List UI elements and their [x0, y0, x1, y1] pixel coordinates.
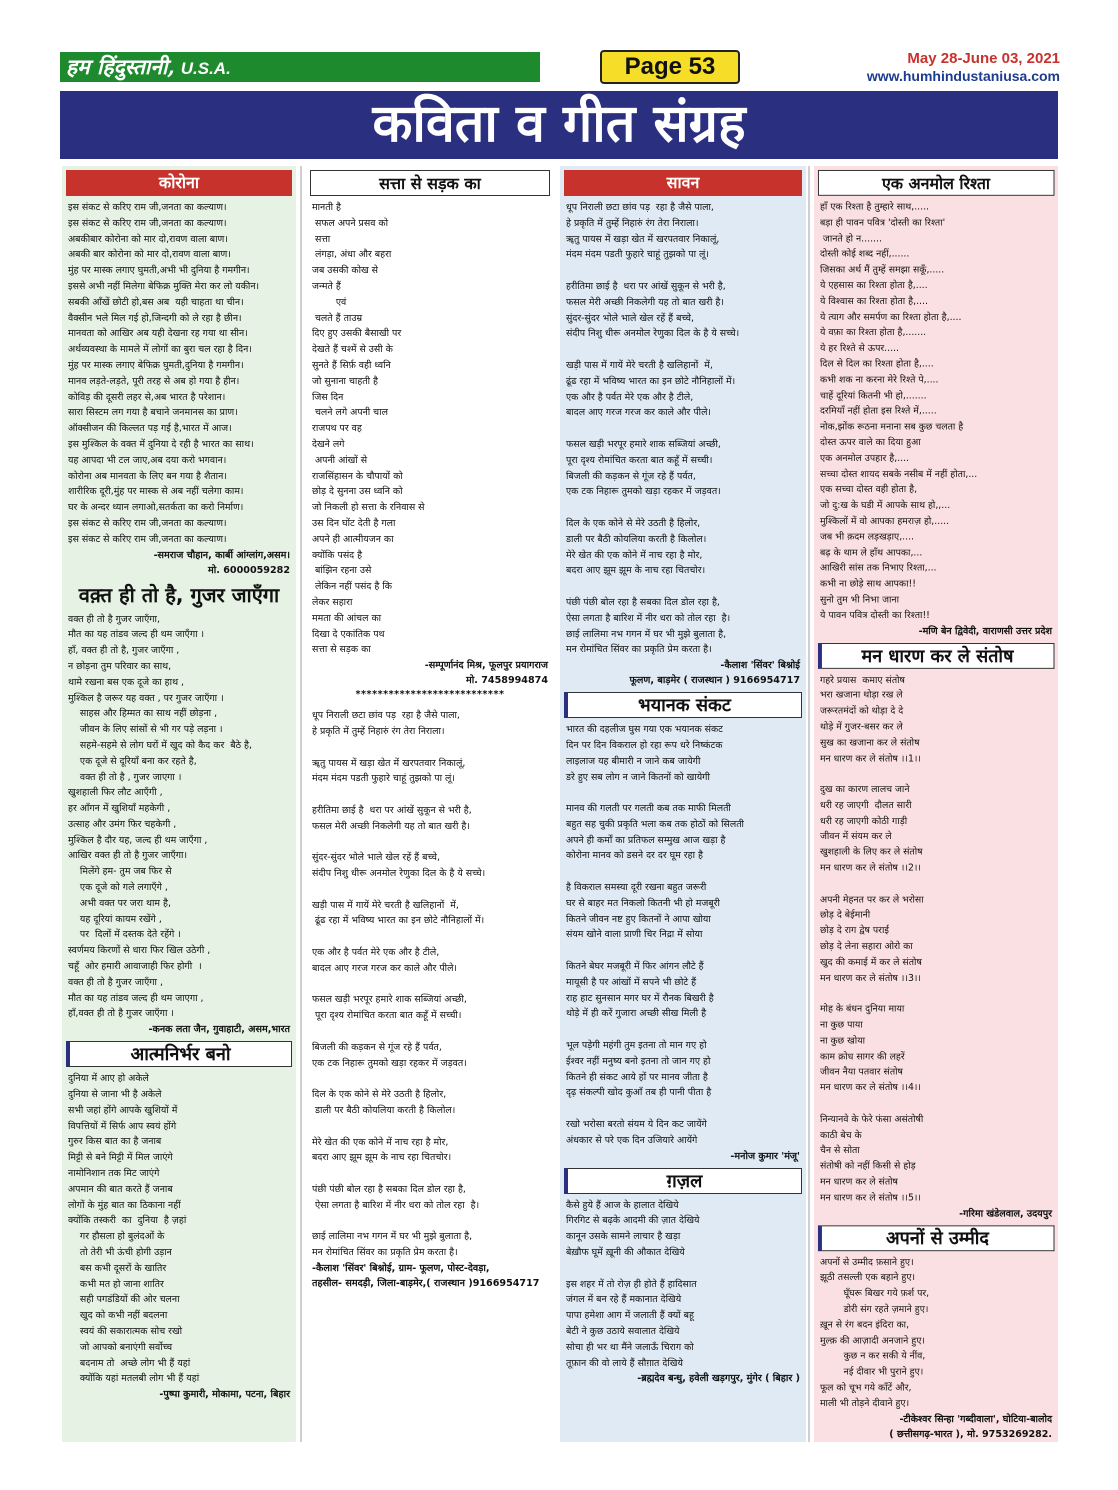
poem-credit: -पुष्पा कुमारी, मोकामा, पटना, बिहार	[159, 1389, 290, 1401]
brand-name: हम हिंदुस्तानी,	[66, 54, 175, 79]
poem-title: एक अनमोल रिश्ता	[818, 170, 1054, 196]
poem-title: कोरोना	[66, 170, 292, 196]
issue-date: May 28-June 03, 2021	[907, 50, 1060, 67]
separator-stars: ***************************	[355, 689, 505, 701]
poem-credit: -कैलाश 'सिंवर' बिश्नोई फूलण, बाड़मेर ( राजस्थान ) 9166954717	[629, 660, 800, 687]
poem-credit: -मणि बेन द्विवेदी, वाराणसी उत्तर प्रदेश	[918, 625, 1053, 637]
poem-text: मानती है सफल अपने प्रसव को सत्ता लंगड़ा, अंधा और बहरा जब उसकी कोख से जन्मते हैं एवं चलते हैं ताउम्र दिए हुए उसकी बैसाखी पर देखते हैं चश्में से उसी के सुनते हैं सिर्फ़ वही ध्वनि जो सुनाना चाहती है जिस दिन चलने लगे अपनी चाल राजपथ पर वह देखने लगे अपनी आंखों से राजसिंहासन के चौपायों को छोड़ दे सुनना उस ध्वनि को जो निकली हो सत्ता के रनिवास से उस दिन घोंट देती है गला अपने ही आत्मीयजन का क्योंकि पसंद है बांझिन रहना उसे लेकिन नहीं पसंद है कि लेकर सहारा ममता की आंचल का दिखा दे एकांतिक पथ सत्ता से सड़क का	[312, 202, 425, 656]
column-divider	[808, 166, 810, 1442]
poem-credit: -टीकेश्वर सिन्हा 'गब्दीवाला', घोटिया-बालोद ( छत्तीसगढ़-भारत ), मो. 9753269282.	[889, 1413, 1053, 1440]
column-2	[306, 166, 554, 1442]
poem-title: सत्ता से सड़क का	[310, 170, 550, 196]
poem-credit: -गरिमा खंडेलवाल, उदयपुर	[959, 1208, 1053, 1220]
poem-credit: -सम्पूर्णानंद मिश्र, फूलपुर प्रयागराज मो. 7458994874	[424, 660, 548, 687]
poem-title: भयानक संकट	[564, 692, 802, 718]
poem-text: भारत की दहलीज घुस गया एक भयानक संकट दिन पर दिन विकराल हो रहा रूप धरे निष्कंटक लाइलाज यह बीमारी न जाने कब जायेगी डरे हुए सब लोग न जाने कितनों को खायेगी मानव की गलती पर गलती कब तक माफी मिलती बहुत सह चुकी प्रकृति भला कब तक होठों को सिलती अपने ही कर्मों का प्रतिफल सम्मुख आज खड़ा है कोरोना मानव को डसने दर दर घूम रहा है है विकराल समस्या दूरी रखना बहुत जरूरी घर से बाहर मत निकलो कितनी भी हो मजबूरी कितने जीवन नष्ट हुए कितनों ने आपा खोया संयम खोने वाला प्राणी चिर निद्रा में सोया कितने बेघर मजबूरी में फिर आंगन लौटे हैं मायूसी है पर आंखों में सपने भी छोटे हैं राह हाट सुनसान मगर घर में रौनक बिखरी है थोड़े में ही करें गुजारा अच्छी सीख मिली है भूल पड़ेगी महंगी तुम इतना तो मान गए हो ईश्वर नहीं मनुष्य बनो इतना तो जान गए हो कितने ही संकट आये हों पर मानव जीता है दृढ़ संकल्पी खोद कुआँ तब ही पानी पीता है रखो भरोसा बरतो संयम ये दिन कट जायेंगे अंधकार से परे एक दिन उजियारे आयेंगे	[566, 724, 744, 1146]
poem-text: अपनों से उम्मीद फ़साने हुए। झूठी तसल्ली एक बहाने हुए। घूँघरू बिखर गये फ़र्श पर, डोरी संग रहते ज़माने हुए। ख़ून से रंग बदन इंदिरा का, मुल्क़ की आज़ादी अनजाने हुए। कुछ न कर सकी ये नींव, नई दीवार भी पुराने हुए। फूल को चूभ गये काँटें और, माली भी तोड़ने दीवाने हुए।	[819, 1256, 930, 1409]
poem-credit: -समराज चौहान, कार्बी आंग्लांग,असम। मो. 6000059282	[153, 549, 290, 576]
poem-title: मन धारण कर ले संतोष	[818, 643, 1054, 669]
poem-text: दुनिया में आए हो अकेले दुनिया से जाना भी है अकेले सभी जहां होंगे आपके खुशियों में विपत्तियों में सिर्फ आप स्वयं होंगे गुरुर किस बात का है जनाब मिट्टी से बने मिट्टी में मिल जाएंगे नामोनिशान तक मिट जाएंगे अपमान की बात करते हैं जनाब लोगों के मुंह बात का ठिकाना नहीं क्योंकि तस्करी का दुनिया है ज़हां गर हौसला हो बुलंदओं के तो तेरी भी ऊंची होगी उड़ान बस कभी दूसरों के खातिर कभी मत हो जाना शातिर सही पगडंडियों की ओर चलना खुद को कभी नहीं बदलना स्वयं की सकारात्मक सोच रखो जो आपको बनाएंगी सर्वोच्च बदनाम तो अच्छे लोग भी हैं यहां क्योंकि यहां मतलबी लोग भी हैं यहां	[68, 1073, 200, 1385]
poem-text: हाँ एक रिश्ता है तुम्हारे साथ,..... बड़ा ही पावन पवित्र 'दोस्ती का रिश्ता' जानते हो न....... दोस्ती कोई शब्द नहीं,...... जिसका अर्थ मैं तुम्हें समझा सकूँ,..... ये एहसास का रिश्ता होता है,.... ये विश्वास का रिश्ता होता है,.... ये त्याग और समर्पण का रिश्ता होता है,.... ये वफ़ा का रिश्ता होता है,....... ये हर रिश्ते से ऊपर..... दिल से दिल का रिश्ता होता है,.... कभी शक ना करना मेरे रिश्ते पे,.... चाहें दूरियां कितनी भी हो,....... दरमियाँ नहीं होता इस रिश्ते में,..... नोक,झोंक रूठना मनाना सब कुछ चलता है दोस्त ऊपर वाले का दिया हुआ एक अनमोल उपहार है,.... सच्चा दोस्त शायद सबके नसीब में नहीं होता,... एक सच्चा दोस्त वही होता है, जो दु:ख के घडी में आपके साथ हो,,... मुश्किलों में वो आपका हमराज़ हो,..... जब भी क़दम लड़खड़ाए,.... बढ़ के थाम ले हाँथ आपका,... आखिरी सांस तक निभाए रिश्ता,... कभी ना छोड़े साथ आपका!! सुनो तुम भी निभा जाना ये पावन पवित्र दोस्ती का रिश्ता!!	[819, 201, 978, 621]
page-number-tab: Page 53	[600, 50, 740, 84]
poem-title: आत्मनिर्भर बनो	[66, 1041, 292, 1067]
poem-text: वक्त ही तो है गुजर जाएँगा, मौत का यह तांडव जल्द ही थम जाएँगा । हाँ, वक्त ही तो है, गुजर जाएँगा , न छोड़ना तुम परिवार का साथ, थामे रखना बस एक दूजे का हाथ , मुश्किल है जरूर यह वक्त , पर गुजर जाएँगा । साहस और हिम्मत का साथ नहीं छोड़ना , जीवन के लिए सांसों से भी गर पड़े लड़ना । सहमे-सहमे से लोग घरों में खुद को कैद कर बैठे है, एक दूजे से दूरियाँ बना कर रहते है, वक्त ही तो है , गुजर जाएगा । खुशहाली फिर लौट आएँगी , हर आँगन में खुशियाँ महकेगी , उत्साह और उमंग फिर चहकेगी , मुश्किल है दौर यह, जल्द ही थम जाएँगा , आखिर वक्त ही तो है गुजर जाएँगा। मिलेंगे हम- तुम जब फिर से एक दूजे को गले लगाएँगे , अभी वक्त पर जरा थाम है, यह दूरियां कायम रखेंगे , पर दिलों में दस्तक देते रहेंगे । स्वर्णमय किरणों से धारा फिर खिल उठेगी , चहूँ ओर हमारी आवाजाही फिर होगी । वक्त ही तो है गुजर जाएँगा , मौत का यह तांडव जल्द ही थम जाएगा , हाँ,वक्त ही तो है गुजर जाएँगा ।	[68, 613, 252, 1020]
brand-suffix: U.S.A.	[180, 59, 231, 78]
poem-text: धूप निराली छटा छांव पड़ रहा है जैसे पाला, हे प्रकृति में तुम्हें निहारुं रंग तेरा निराला। ॠतु पायस में खड़ा खेत में खरपतवार निकालूं, मंदम मंदम पडती फुहारे चाहूं तुझको पा लूं। हरीतिमा छाई है धरा पर आंखें सुकून से भरी है, फसल मेरी अच्छी निकलेगी यह तो बात खरी है। सुंदर-सुंदर भोले भाले खेल रहें हैं बच्चे, संदीप निशु धीरू अनमोल रेणुका दिल के है ये सच्चे। खड़ी पास में गायें मेरे चरती है खलिहानों में, ढूंढ रहा में भविष्य भारत का इन छोटे नौनिहालों में। एक और है पर्वत मेरे एक और है टीले, बादल आए गरज गरज कर काले और पीले। फसल खड़ी भरपूर हमारे शाक सब्जियां अच्छी, पूरा दृश्य रोमांचित करता बात कहूँ में सच्ची। बिजली की कड़कन से गूंज रहे हैं पर्वत, एक टक निहारू तुमको खड़ा रहकर में जड़वत। दिल के एक कोने से मेरे उठती है हिलोर, डाली पर बैठी कोयलिया करती है किलोल। मेरे खेत की एक कोने में नाच रहा है मोर, बदरा आए झूम झूम के नाच रहा चितचोर। पंछी पंछी बोल रहा है सबका दिल डोल रहा है, ऐसा लगता है बारिश में नीर धरा को तोल रहा है। छाई लालिमा नभ गगन में घर भी मुझे बुलाता है, मन रोमांचित सिंवर का प्रकृति प्रेम करता है।	[312, 710, 486, 1259]
poem-text: धूप निराली छटा छांव पड़ रहा है जैसे पाला, हे प्रकृति में तुम्हें निहारुं रंग तेरा निराला। ॠतु पायस में खड़ा खेत में खरपतवार निकालूं, मंदम मंदम पडती फुहारे चाहूं तुझको पा लूं। हरीतिमा छाई है धरा पर आंखें सुकून से भरी है, फसल मेरी अच्छी निकलेगी यह तो बात खरी है। सुंदर-सुंदर भोले भाले खेल रहें हैं बच्चे, संदीप निशु धीरू अनमोल रेणुका दिल के है ये सच्चे। खड़ी पास में गायें मेरे चरती है खलिहानों में, ढूंढ रहा में भविष्य भारत का इन छोटे नौनिहालों में। एक और है पर्वत मेरे एक और है टीले, बादल आए गरज गरज कर काले और पीले। फसल खड़ी भरपूर हमारे शाक सब्जियां अच्छी, पूरा दृश्य रोमांचित करता बात कहूँ में सच्ची। बिजली की कड़कन से गूंज रहे हैं पर्वत, एक टक निहारू तुमको खड़ा रहकर में जड़वत। दिल के एक कोने से मेरे उठती है हिलोर, डाली पर बैठी कोयलिया करती है किलोल। मेरे खेत की एक कोने में नाच रहा है मोर, बदरा आए झूम झूम के नाच रहा चितचोर। पंछी पंछी बोल रहा है सबका दिल डोल रहा है, ऐसा लगता है बारिश में नीर धरा को तोल रहा है। छाई लालिमा नभ गगन में घर भी मुझे बुलाता है, मन रोमांचित सिंवर का प्रकृति प्रेम करता है।	[566, 202, 740, 656]
poem-text: इस संकट से करिए राम जी,जनता का कल्याण। इस संकट से करिए राम जी,जनता का कल्याण। अबकीबार कोरोना को मार दो,रावण वाला बाण। अबकी बार कोरोना को मार दो,रावण वाला बाण। मुंह पर मास्क लगाए घुमती,अभी भी दुनिया है गमगीन। इससे अभी नहीं मिलेगा बेफिक्र मुक्ति मेरा कर लो यकीन। सबकी आँखें छोटी हो,बस अब यही चाहता था चीन। वैक्सीन भले मिल गई हो,जिन्दगी को ले रहा है छीन। मानवता को आखिर अब यही देखना रह गया था सीन। अर्थव्यवस्था के मामले में लोगों का बुरा चल रहा है दिन। मुंह पर मास्क लगाए बेफिक्र घुमती,दुनिया है गमगीन। मानव लड़ते-लड़ते, पूरी तरह से अब हो गया है हीन। कोविड़ की दूसरी लहर से,अब भारत है परेशान। सारा सिस्टम लग गया है बचाने जनमानस का प्राण। ऑक्सीजन की किल्लत पड़ गई है,भारत में आज। इस मुश्किल के वक्त में दुनिया दे रही है भारत का साथ। यह आपदा भी टल जाए,अब दया करो भगवान। कोरोना अब मानवता के लिए बन गया है शैतान। शारीरिक दूरी,मुंह पर मास्क से अब नहीं चलेगा काम। घर के अन्दर ध्यान लगाओ,सतर्कता का करो निर्माण। इस संकट से करिए राम जी,जनता का कल्याण। इस संकट से करिए राम जी,जनता का कल्याण।	[68, 202, 260, 545]
poem-credit: -ब्रह्मदेव बन्धु, हवेली खड़गपुर, मुंगेर ( बिहार )	[637, 1373, 800, 1385]
column-divider	[300, 166, 302, 1442]
website-link[interactable]: www.humhindustaniusa.com	[866, 68, 1060, 84]
poem-credit: -कनक लता जैन, गुवाहाटी, असम,भारत	[148, 1024, 290, 1036]
poem-title: अपनों से उम्मीद	[818, 1225, 1054, 1251]
poem-text: कैसे हुये हैं आज के हालात देखिये गिरगिट से बढ़के आदमी की ज़ात देखिये कानून उसके सामने लाचार है खड़ा बेख़ौफ घूमें ख़ूनी की औकात देखिये इस शहर में तो रोज़ ही होते हैं हादिसात जंगल में बन रहे हैं मकानात देखिये पापा हमेशा आग में जलाती हैं क्यों बहू बेटी ने कुछ उठाये सवालात देखिये सोचा ही भर था मैंने जलाऊँ चिराग को तूफ़ान की वो लाये हैं सौग़ात देखिये	[566, 1199, 700, 1369]
poem-credit: -कैलाश 'सिंवर' बिश्नोई, ग्राम- फूलण, पोस्ट-देवड़ा, तहसील- समदड़ी, जिला-बाड़मेर,( राजस्थान )9166954717	[312, 1263, 540, 1289]
poem-title: वक़्त ही तो है, गुजर जाएँगा	[78, 582, 280, 607]
masthead	[60, 50, 1060, 86]
brand-bar	[60, 52, 540, 82]
section-banner: कविता व गीत संग्रह	[60, 91, 1058, 159]
column-4	[814, 166, 1058, 1442]
poem-title: सावन	[564, 170, 802, 196]
poem-text: गहरे प्रयास कमाए संतोष भरा खजाना थोड़ा रख ले जरूरतमंदों को थोड़ा दे दे थोड़े में गुजर-बसर कर ले सुख का खजाना कर ले संतोष मन धारण कर ले संतोष ।।1।। दुख का कारण लालच जाने धरी रह जाएगी दौलत सारी धरी रह जाएगी कोठी गाड़ी जीवन में संयम कर ले खुशहाली के लिए कर ले संतोष मन धारण कर ले संतोष ।।2।। अपनी मेहनत पर कर ले भरोसा छोड़ दे बेईमानी छोड़ दे राग द्वेष पराई छोड़ दे लेना सहारा ओरो का खुद की कमाई में कर ले संतोष मन धारण कर ले संतोष ।।3।। मोह के बंधन दुनिया माया ना कुछ पाया ना कुछ खोया काम क्रोध सागर की लहरें जीवन नैया पतवार संतोष मन धारण कर ले संतोष ।।4।। निन्यानवे के फेरे फंसा असंतोषी काठी बेच के चैन से सोता संतोषी को नहीं किसी से होड़ मन धारण कर ले संतोष मन धारण कर ले संतोष ।।5।।	[819, 674, 924, 1204]
poem-credit: -मनोज कुमार 'मंजू'	[730, 1150, 800, 1162]
poem-title: ग़ज़ल	[564, 1168, 802, 1194]
column-3	[560, 166, 806, 1442]
column-1	[62, 166, 296, 1442]
